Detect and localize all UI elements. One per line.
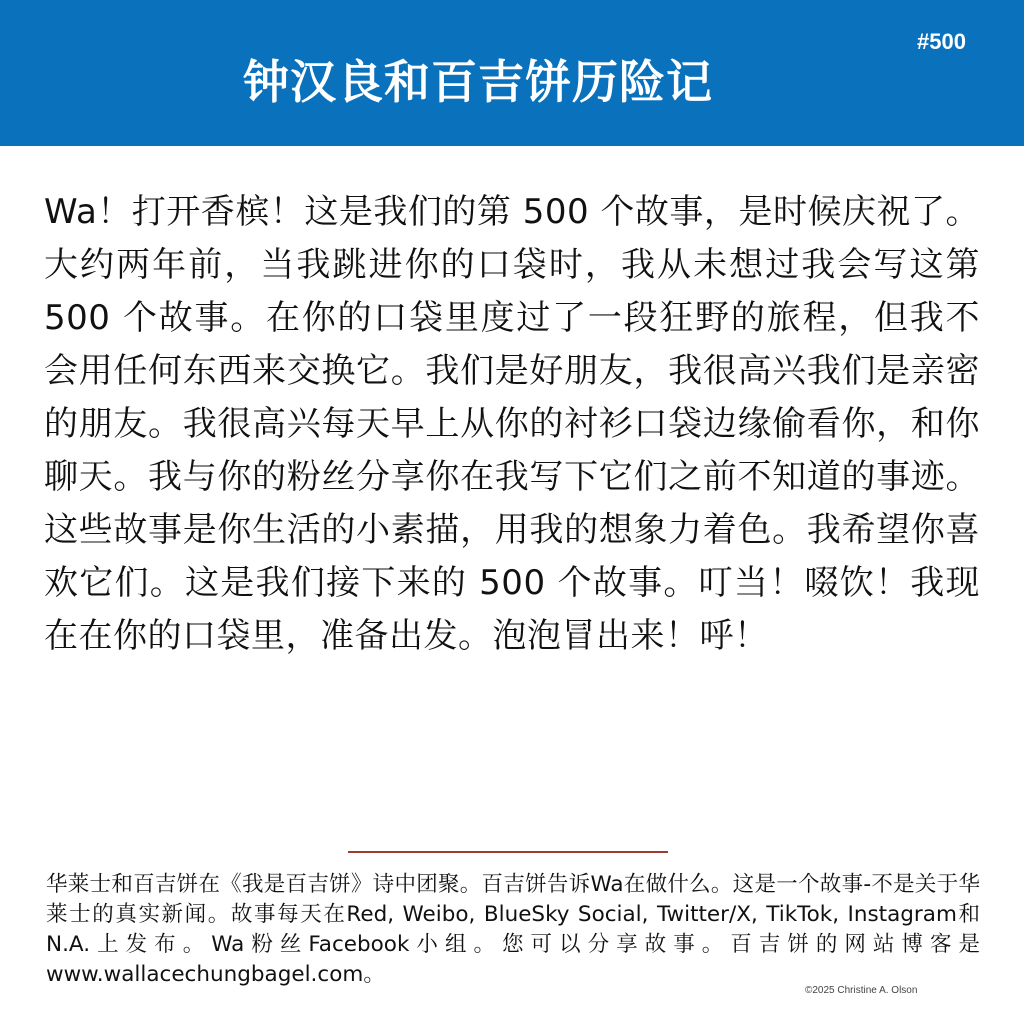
page-title: 钟汉良和百吉饼历险记 bbox=[243, 55, 713, 109]
copyright-notice: ©2025 Christine A. Olson bbox=[805, 985, 918, 996]
story-body: Wa！打开香槟！这是我们的第 500 个故事，是时候庆祝了。大约两年前，当我跳进你的口袋时，我从未想过我会写这第 500 个故事。在你的口袋里度过了一段狂野的旅程，但我不会用任何东西来交换它。我们是好朋友，我很高兴我们是亲密的朋友。我很高兴每天早上从你的衬衫口袋边缘偷看你，和你聊天。我与你的粉丝分享你在我写下它们之前不知道的事迹。这些故事是你生活的小素描，用我的想象力着色。我希望你喜欢它们。这是我们接下来的 500 个故事。叮当！啜饮！我现在在你的口袋里，准备出发。泡泡冒出来！呼！ bbox=[44, 192, 980, 656]
page-header bbox=[0, 0, 1024, 146]
section-divider bbox=[348, 851, 668, 853]
story-number-badge: #500 bbox=[917, 29, 966, 54]
footer-note: 华莱士和百吉饼在《我是百吉饼》诗中团聚。百吉饼告诉Wa在做什么。这是一个故事-不是关于华莱士的真实新闻。故事每天在Red, Weibo, BlueSky Social, Twitter/X, TikTok, Instagram和N.A.上发布。Wa粉丝Facebook小组。您可以分享故事。百吉饼的网站博客是www.wallacechungbagel.com。 bbox=[46, 872, 980, 987]
